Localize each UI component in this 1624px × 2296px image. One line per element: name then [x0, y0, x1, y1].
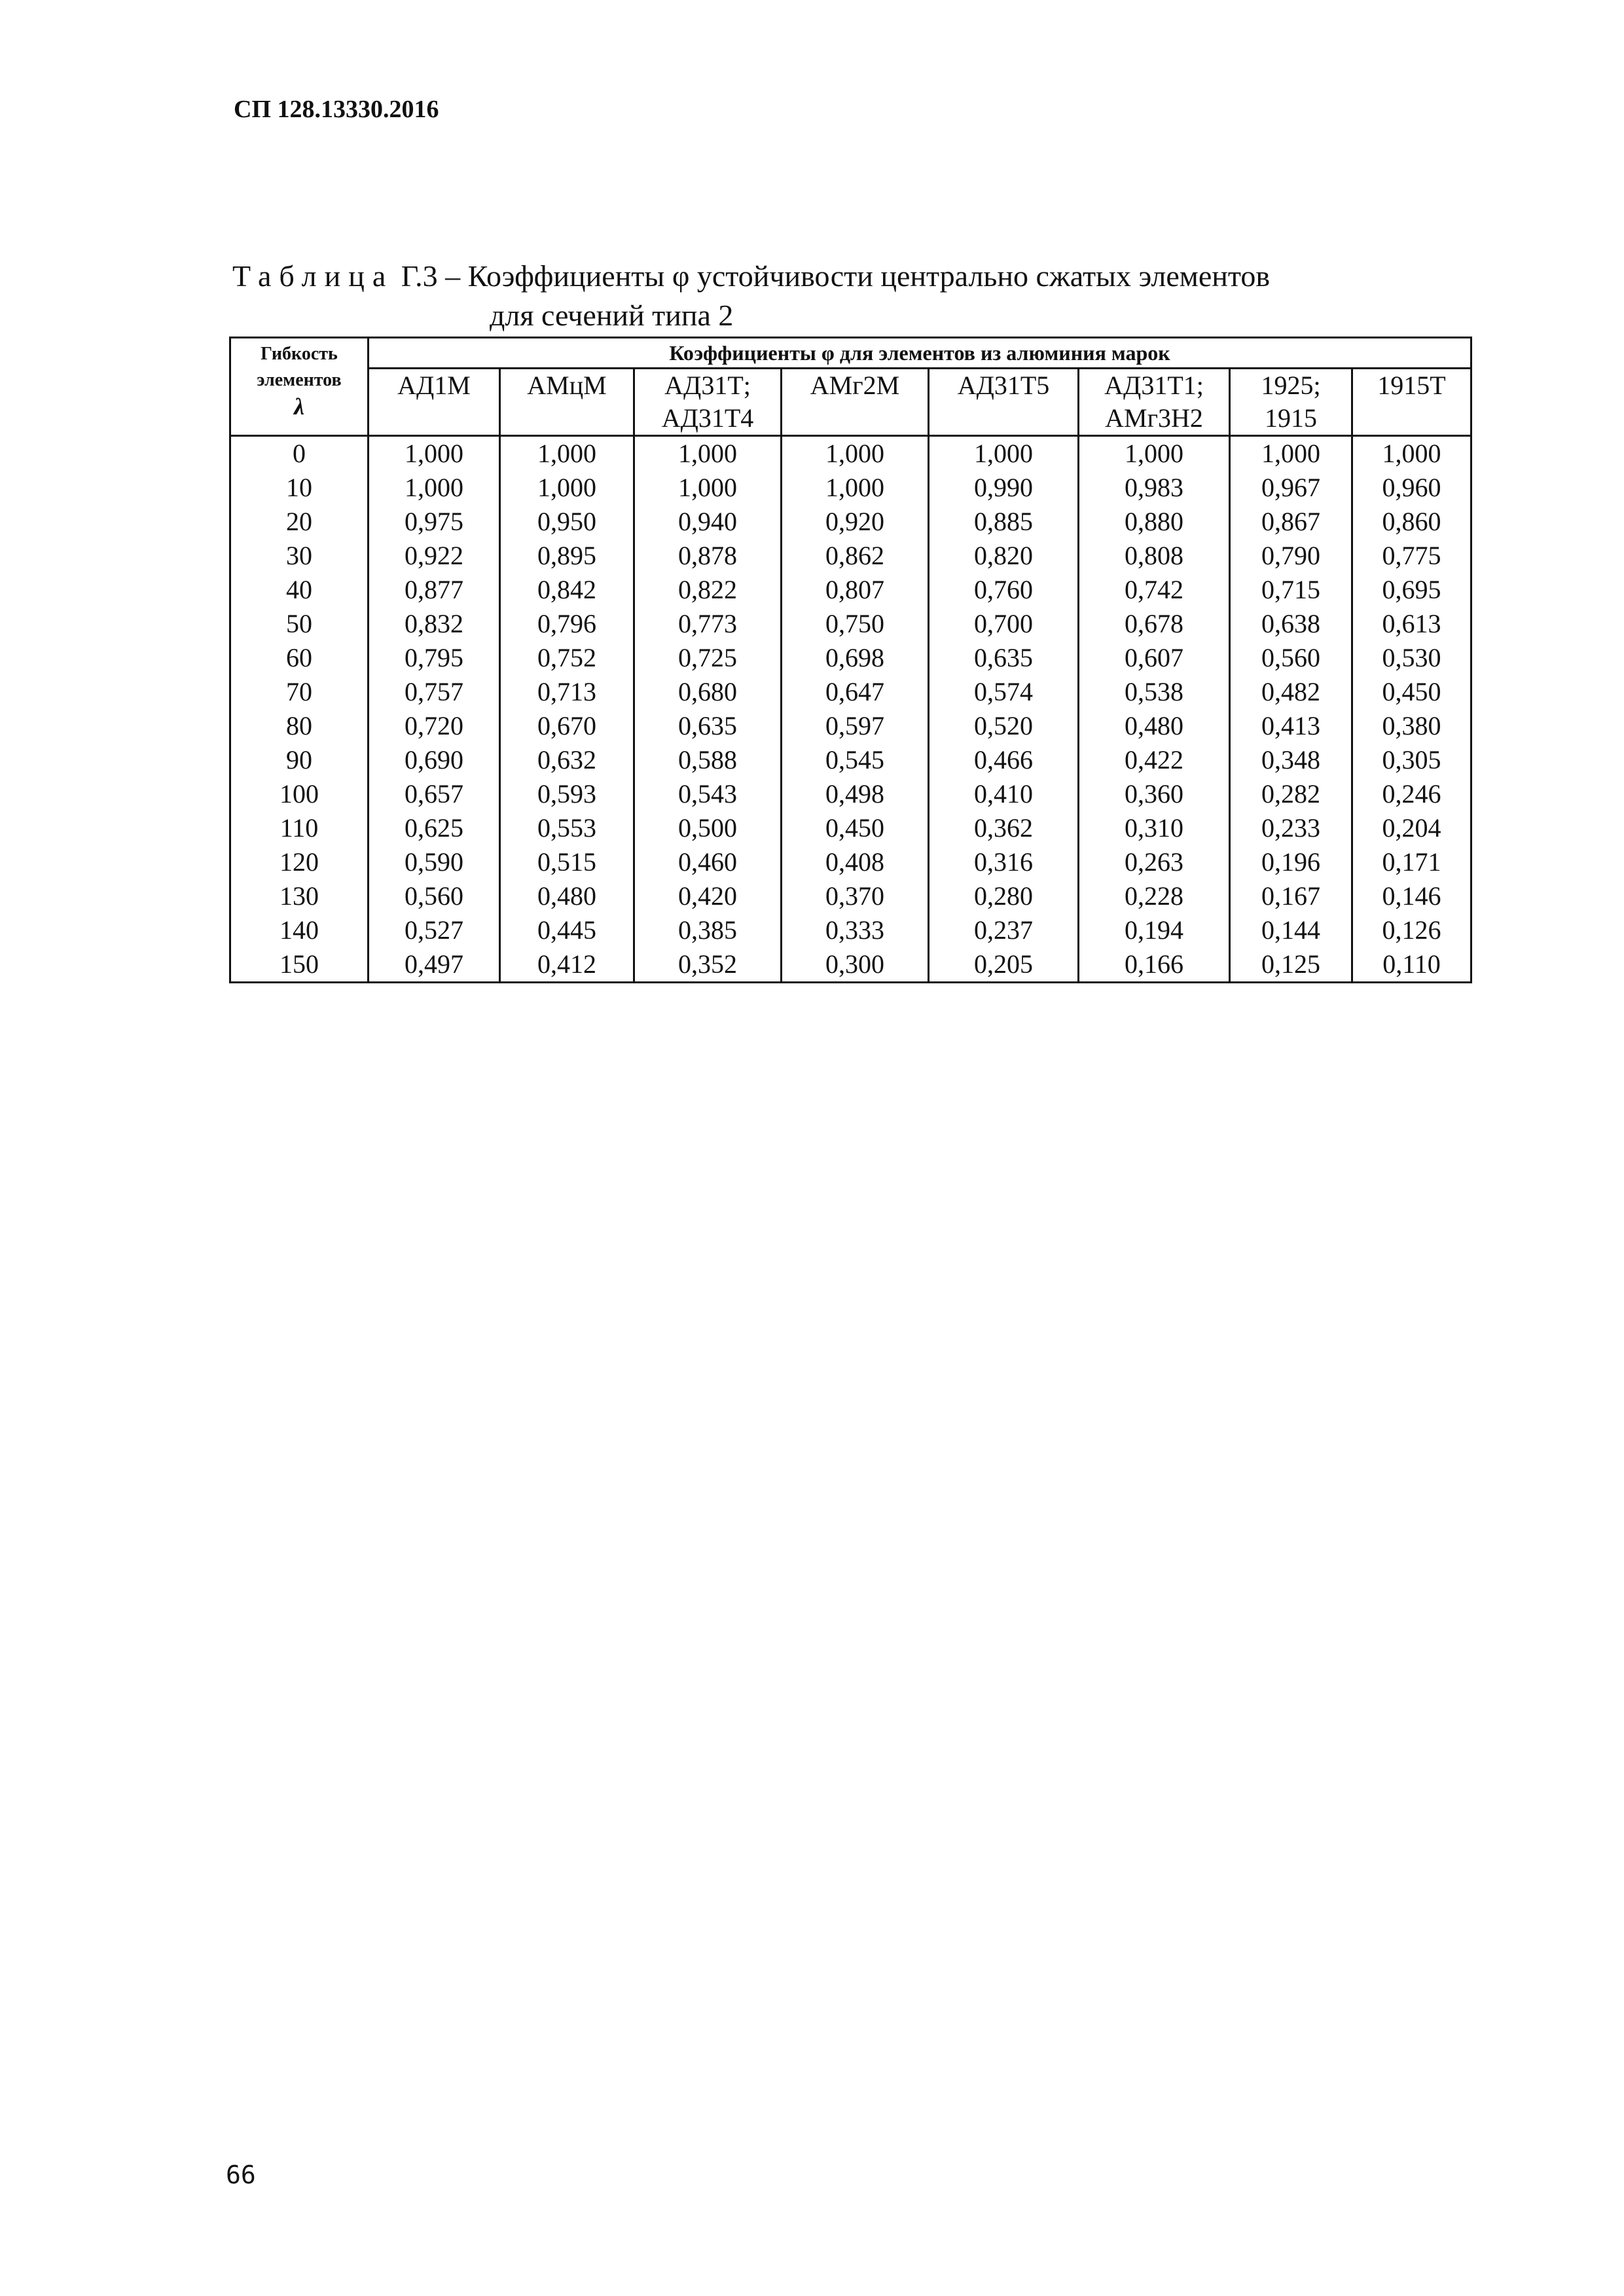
coefficient-cell: 0,380	[1352, 709, 1471, 743]
coefficient-cell: 0,695	[1352, 573, 1471, 607]
slenderness-cell: 130	[230, 879, 369, 913]
table-row	[230, 471, 1471, 505]
coefficient-cell: 0,280	[929, 879, 1079, 913]
coefficient-cell: 0,560	[1230, 641, 1352, 675]
coefficient-cell: 0,678	[1079, 607, 1230, 641]
coefficient-cell: 0,680	[634, 675, 782, 709]
coefficient-cell: 1,000	[634, 471, 782, 505]
coefficient-cell: 0,194	[1079, 913, 1230, 947]
coefficient-cell: 0,950	[500, 505, 634, 539]
coefficient-cell: 0,860	[1352, 505, 1471, 539]
coefficient-cell: 0,588	[634, 743, 782, 777]
coefficient-cell: 0,715	[1230, 573, 1352, 607]
coefficient-cell: 1,000	[369, 471, 500, 505]
coefficient-cell: 0,500	[634, 811, 782, 845]
coefficient-cell: 0,310	[1079, 811, 1230, 845]
coefficient-cell: 0,990	[929, 471, 1079, 505]
coefficient-cell: 0,410	[929, 777, 1079, 811]
table-row	[230, 709, 1471, 743]
coefficient-cell: 0,632	[500, 743, 634, 777]
coefficient-cell: 0,527	[369, 913, 500, 947]
coefficient-cell: 0,408	[782, 845, 929, 879]
coefficient-cell: 0,795	[369, 641, 500, 675]
material-name-line1: АД31Т5	[957, 371, 1050, 400]
coefficient-cell: 0,282	[1230, 777, 1352, 811]
coefficient-cell: 0,713	[500, 675, 634, 709]
coefficient-cell: 0,757	[369, 675, 500, 709]
coefficient-cell: 0,983	[1079, 471, 1230, 505]
material-name-line1: АД31Т;	[664, 371, 751, 400]
coefficient-cell: 0,922	[369, 539, 500, 573]
coefficient-cell: 0,967	[1230, 471, 1352, 505]
table-row	[230, 539, 1471, 573]
coefficient-cell: 0,635	[929, 641, 1079, 675]
coefficient-cell: 1,000	[500, 471, 634, 505]
coefficient-cell: 0,385	[634, 913, 782, 947]
material-name-line1: 1925;	[1261, 371, 1321, 400]
slenderness-cell: 50	[230, 607, 369, 641]
coefficient-cell: 0,422	[1079, 743, 1230, 777]
coefficient-cell: 0,460	[634, 845, 782, 879]
coefficient-cell: 0,466	[929, 743, 1079, 777]
coefficient-cell: 1,000	[1352, 436, 1471, 471]
coefficient-cell: 0,520	[929, 709, 1079, 743]
material-name-line1: АМцМ	[527, 371, 607, 400]
coefficient-cell: 0,560	[369, 879, 500, 913]
coefficient-cell: 0,413	[1230, 709, 1352, 743]
slenderness-header-line1: Гибкость	[261, 344, 338, 364]
coefficient-cell: 0,543	[634, 777, 782, 811]
table-row	[230, 913, 1471, 947]
coefficient-cell: 0,750	[782, 607, 929, 641]
coefficient-cell: 0,920	[782, 505, 929, 539]
coefficient-cell: 0,940	[634, 505, 782, 539]
table-row	[230, 505, 1471, 539]
coefficient-cell: 0,110	[1352, 947, 1471, 983]
material-header-6	[1230, 369, 1352, 436]
slenderness-cell: 0	[230, 436, 369, 471]
material-header-0	[369, 369, 500, 436]
coefficient-cell: 0,125	[1230, 947, 1352, 983]
table-row	[230, 947, 1471, 983]
coefficient-cell: 0,698	[782, 641, 929, 675]
coefficient-cell: 0,497	[369, 947, 500, 983]
coefficient-cell: 0,420	[634, 879, 782, 913]
coefficient-cell: 1,000	[929, 436, 1079, 471]
coefficient-cell: 0,263	[1079, 845, 1230, 879]
coefficient-cell: 0,773	[634, 607, 782, 641]
material-header-3	[782, 369, 929, 436]
coefficient-cell: 0,233	[1230, 811, 1352, 845]
coefficient-cell: 0,613	[1352, 607, 1471, 641]
material-name-line2: АМг3Н2	[1105, 403, 1203, 433]
table-body	[230, 436, 1471, 983]
coefficient-cell: 0,482	[1230, 675, 1352, 709]
material-header-2	[634, 369, 782, 436]
material-header-1	[500, 369, 634, 436]
slenderness-cell: 120	[230, 845, 369, 879]
slenderness-cell: 150	[230, 947, 369, 983]
coefficient-cell: 0,144	[1230, 913, 1352, 947]
coefficient-cell: 0,775	[1352, 539, 1471, 573]
coefficient-cell: 0,975	[369, 505, 500, 539]
slenderness-cell: 110	[230, 811, 369, 845]
coefficient-cell: 0,725	[634, 641, 782, 675]
table-caption	[232, 257, 1476, 335]
slenderness-cell: 60	[230, 641, 369, 675]
coefficient-cell: 0,877	[369, 573, 500, 607]
coefficient-cell: 0,657	[369, 777, 500, 811]
coefficient-cell: 0,635	[634, 709, 782, 743]
caption-label: Таблица	[232, 259, 394, 293]
coefficient-cell: 1,000	[782, 436, 929, 471]
table-header	[230, 338, 1471, 436]
coefficient-cell: 0,670	[500, 709, 634, 743]
coefficient-cell: 0,553	[500, 811, 634, 845]
coefficient-cell: 0,228	[1079, 879, 1230, 913]
coefficient-cell: 0,167	[1230, 879, 1352, 913]
coefficient-cell: 0,538	[1079, 675, 1230, 709]
coefficient-cell: 0,625	[369, 811, 500, 845]
lambda-symbol: λ	[294, 393, 304, 420]
coefficient-cell: 0,638	[1230, 607, 1352, 641]
coefficient-cell: 0,333	[782, 913, 929, 947]
coefficient-cell: 0,832	[369, 607, 500, 641]
material-name-line2: АД31Т4	[661, 403, 754, 433]
coefficient-cell: 1,000	[1230, 436, 1352, 471]
coefficient-cell: 0,412	[500, 947, 634, 983]
table-row	[230, 436, 1471, 471]
coefficient-cell: 1,000	[500, 436, 634, 471]
coefficient-cell: 0,480	[1079, 709, 1230, 743]
coefficient-cell: 0,607	[1079, 641, 1230, 675]
coefficient-cell: 0,862	[782, 539, 929, 573]
coefficient-cell: 0,362	[929, 811, 1079, 845]
coefficient-cell: 1,000	[782, 471, 929, 505]
slenderness-cell: 30	[230, 539, 369, 573]
coefficient-cell: 0,515	[500, 845, 634, 879]
table-row	[230, 641, 1471, 675]
coefficient-cell: 0,450	[1352, 675, 1471, 709]
coefficient-cell: 0,760	[929, 573, 1079, 607]
coefficient-cell: 0,352	[634, 947, 782, 983]
coefficient-cell: 0,790	[1230, 539, 1352, 573]
coefficient-cell: 0,360	[1079, 777, 1230, 811]
slenderness-cell: 70	[230, 675, 369, 709]
coefficient-cell: 0,300	[782, 947, 929, 983]
table-row	[230, 573, 1471, 607]
coefficient-cell: 1,000	[1079, 436, 1230, 471]
coefficient-cell: 0,885	[929, 505, 1079, 539]
coefficient-cell: 0,316	[929, 845, 1079, 879]
coefficient-cell: 0,597	[782, 709, 929, 743]
slenderness-header-line2: элементов	[257, 370, 342, 390]
slenderness-cell: 90	[230, 743, 369, 777]
coefficient-cell: 0,822	[634, 573, 782, 607]
table-row	[230, 811, 1471, 845]
coefficient-cell: 0,196	[1230, 845, 1352, 879]
coefficient-cell: 0,146	[1352, 879, 1471, 913]
slenderness-cell: 100	[230, 777, 369, 811]
coefficient-cell: 0,960	[1352, 471, 1471, 505]
coefficient-cell: 0,204	[1352, 811, 1471, 845]
coefficient-cell: 0,880	[1079, 505, 1230, 539]
coefficient-cell: 0,445	[500, 913, 634, 947]
coefficient-cell: 0,237	[929, 913, 1079, 947]
material-header-row	[230, 369, 1471, 436]
coefficient-cell: 0,895	[500, 539, 634, 573]
coefficient-cell: 0,305	[1352, 743, 1471, 777]
page-number: 66	[226, 2160, 256, 2189]
slenderness-cell: 20	[230, 505, 369, 539]
coefficient-cell: 0,530	[1352, 641, 1471, 675]
coefficients-table	[229, 337, 1472, 983]
table-row	[230, 879, 1471, 913]
coefficient-cell: 0,690	[369, 743, 500, 777]
coefficient-cell: 1,000	[634, 436, 782, 471]
slenderness-cell: 140	[230, 913, 369, 947]
caption-text: Г.3 – Коэффициенты φ устойчивости центрально сжатых элементов	[401, 259, 1271, 293]
table-row	[230, 607, 1471, 641]
coefficient-cell: 0,742	[1079, 573, 1230, 607]
material-name-line2: 1915	[1265, 403, 1317, 433]
slenderness-cell: 40	[230, 573, 369, 607]
coefficient-cell: 0,590	[369, 845, 500, 879]
table-row	[230, 777, 1471, 811]
table-row	[230, 743, 1471, 777]
coefficient-cell: 0,867	[1230, 505, 1352, 539]
coefficient-cell: 0,450	[782, 811, 929, 845]
coefficient-cell: 0,808	[1079, 539, 1230, 573]
material-name-line1: АД1М	[397, 371, 471, 400]
coefficient-cell: 0,545	[782, 743, 929, 777]
coefficient-cell: 0,498	[782, 777, 929, 811]
coefficient-group-header: Коэффициенты φ для элементов из алюминия марок	[369, 338, 1471, 369]
coefficient-cell: 1,000	[369, 436, 500, 471]
coefficient-cell: 0,878	[634, 539, 782, 573]
coefficient-cell: 0,593	[500, 777, 634, 811]
table-row	[230, 845, 1471, 879]
material-header-5	[1079, 369, 1230, 436]
coefficient-cell: 0,166	[1079, 947, 1230, 983]
material-name-line1: АМг2М	[810, 371, 900, 400]
slenderness-header	[230, 338, 369, 436]
caption-line2: для сечений типа 2	[490, 299, 734, 332]
material-name-line1: 1915Т	[1377, 371, 1446, 400]
coefficient-cell: 0,700	[929, 607, 1079, 641]
coefficient-cell: 0,820	[929, 539, 1079, 573]
coefficient-cell: 0,171	[1352, 845, 1471, 879]
material-header-4	[929, 369, 1079, 436]
coefficient-cell: 0,647	[782, 675, 929, 709]
table-row	[230, 675, 1471, 709]
coefficient-cell: 0,807	[782, 573, 929, 607]
material-name-line1: АД31Т1;	[1104, 371, 1204, 400]
coefficient-cell: 0,348	[1230, 743, 1352, 777]
coefficient-cell: 0,720	[369, 709, 500, 743]
slenderness-cell: 80	[230, 709, 369, 743]
coefficient-cell: 0,752	[500, 641, 634, 675]
slenderness-cell: 10	[230, 471, 369, 505]
coefficient-cell: 0,574	[929, 675, 1079, 709]
coefficient-cell: 0,205	[929, 947, 1079, 983]
material-header-7	[1352, 369, 1471, 436]
coefficient-cell: 0,842	[500, 573, 634, 607]
document-code: СП 128.13330.2016	[234, 96, 439, 123]
coefficient-cell: 0,370	[782, 879, 929, 913]
coefficient-cell: 0,480	[500, 879, 634, 913]
coefficient-cell: 0,126	[1352, 913, 1471, 947]
coefficient-cell: 0,796	[500, 607, 634, 641]
coefficient-cell: 0,246	[1352, 777, 1471, 811]
